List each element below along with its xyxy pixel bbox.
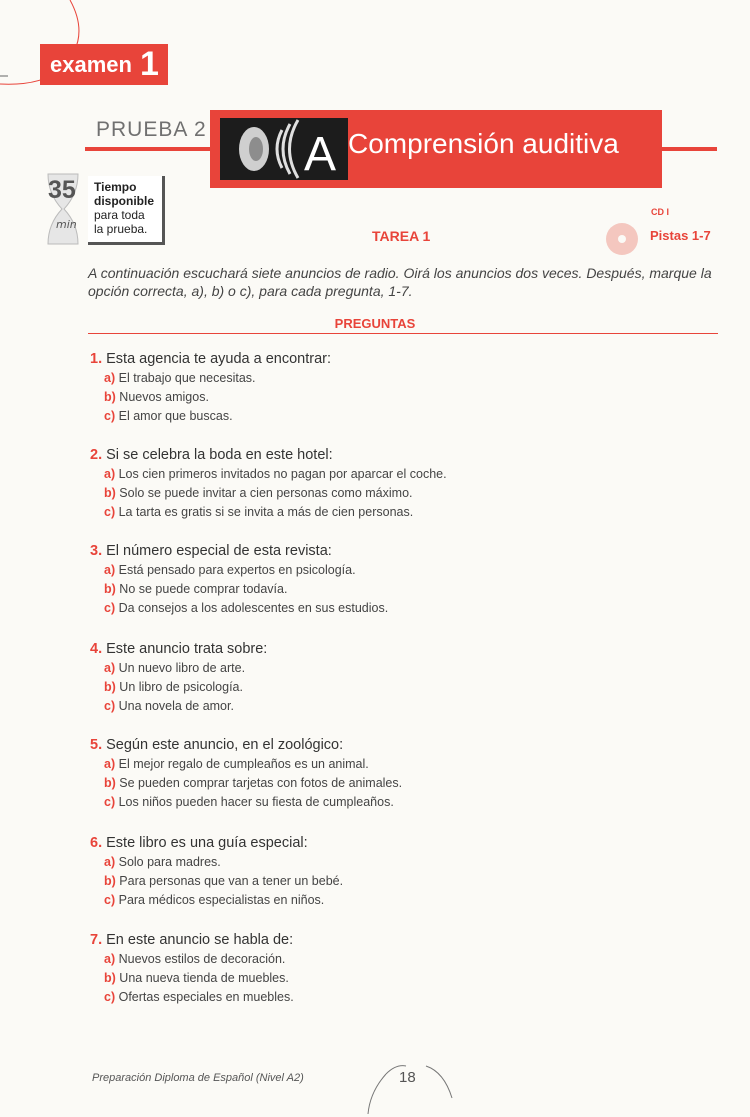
- option-letter: a): [104, 467, 116, 481]
- question-item: [90, 835, 343, 912]
- option-text: Un nuevo libro de arte.: [118, 661, 246, 675]
- answer-option[interactable]: [104, 699, 267, 718]
- question-header: [90, 932, 294, 952]
- option-text: Un libro de psicología.: [119, 680, 243, 694]
- question-item: [90, 447, 447, 524]
- cd-icon: [602, 221, 642, 257]
- option-letter: a): [104, 952, 116, 966]
- timer-unit: min: [56, 218, 77, 231]
- option-text: Ofertas especiales en muebles.: [118, 990, 294, 1004]
- section-banner: [210, 110, 662, 188]
- option-letter: a): [104, 661, 116, 675]
- listening-ear-icon: [220, 118, 348, 180]
- timer-minutes: 35: [48, 176, 76, 204]
- option-letter: c): [104, 795, 116, 809]
- question-text: El número especial de esta revista:: [106, 543, 332, 559]
- answer-option[interactable]: [104, 563, 388, 582]
- answer-option[interactable]: [104, 971, 294, 990]
- option-text: El mejor regalo de cumpleaños es un animal.: [118, 757, 369, 771]
- question-item: [90, 641, 267, 718]
- option-letter: b): [104, 971, 116, 985]
- question-header: [90, 447, 447, 467]
- answer-option[interactable]: [104, 990, 294, 1009]
- question-header: [90, 737, 402, 757]
- answer-option[interactable]: [104, 661, 267, 680]
- page-number: 18: [399, 1069, 416, 1086]
- option-text: Una nueva tienda de muebles.: [119, 971, 289, 985]
- timer-line: Tiempo: [94, 180, 137, 194]
- timer-line: para toda: [94, 208, 145, 222]
- answer-option[interactable]: [104, 874, 343, 893]
- option-letter: c): [104, 409, 116, 423]
- option-text: El trabajo que necesitas.: [118, 371, 256, 385]
- option-text: La tarta es gratis si se invita a más de cien personas.: [118, 505, 414, 519]
- option-text: Para médicos especialistas en niños.: [118, 893, 325, 907]
- instructions: A continuación escuchará siete anuncios de radio. Oirá los anuncios dos veces. Después, marque la opción correcta, a), b) o c), para cada pregunta, 1-7.: [88, 265, 712, 299]
- page-number-curve: [366, 1062, 466, 1117]
- option-text: Los niños pueden hacer su fiesta de cumpleaños.: [118, 795, 394, 809]
- prueba-label: PRUEBA 2: [96, 118, 207, 141]
- answer-option[interactable]: [104, 371, 331, 390]
- question-text: Si se celebra la boda en este hotel:: [106, 447, 333, 463]
- question-item: [90, 932, 294, 1009]
- option-letter: a): [104, 563, 116, 577]
- question-text: Este libro es una guía especial:: [106, 835, 308, 851]
- question-text: Esta agencia te ayuda a encontrar:: [106, 351, 332, 367]
- question-number: 2.: [90, 447, 103, 463]
- answer-option[interactable]: [104, 855, 343, 874]
- option-text: Nuevos estilos de decoración.: [118, 952, 286, 966]
- exam-word: examen: [50, 51, 132, 77]
- option-text: Nuevos amigos.: [119, 390, 209, 404]
- option-text: Da consejos a los adolescentes en sus estudios.: [118, 601, 389, 615]
- option-letter: b): [104, 680, 116, 694]
- answer-option[interactable]: [104, 893, 343, 912]
- task-title: TAREA 1: [372, 228, 431, 244]
- answer-option[interactable]: [104, 409, 331, 428]
- question-text: Este anuncio trata sobre:: [106, 641, 268, 657]
- option-text: Está pensado para expertos en psicología.: [118, 563, 356, 577]
- question-text: En este anuncio se habla de:: [106, 932, 294, 948]
- question-text: Según este anuncio, en el zoológico:: [106, 737, 344, 753]
- timer-text: [94, 180, 154, 236]
- option-letter: b): [104, 582, 116, 596]
- questions-title: PREGUNTAS: [334, 316, 416, 331]
- question-item: [90, 543, 388, 620]
- option-text: El amor que buscas.: [118, 409, 233, 423]
- answer-option[interactable]: [104, 795, 402, 814]
- question-number: 6.: [90, 835, 103, 851]
- answer-option[interactable]: [104, 467, 447, 486]
- option-letter: c): [104, 699, 116, 713]
- answer-option[interactable]: [104, 757, 402, 776]
- question-number: 3.: [90, 543, 103, 559]
- timer-line: disponible: [94, 194, 154, 208]
- option-letter: c): [104, 601, 116, 615]
- timer-badge: [42, 172, 167, 247]
- exam-badge: [40, 44, 168, 85]
- option-text: Solo para madres.: [118, 855, 221, 869]
- option-letter: c): [104, 505, 116, 519]
- option-letter: a): [104, 855, 116, 869]
- question-item: [90, 737, 402, 814]
- exam-number: 1: [139, 45, 159, 83]
- answer-option[interactable]: [104, 952, 294, 971]
- option-letter: c): [104, 990, 116, 1004]
- answer-option[interactable]: [104, 776, 402, 795]
- option-letter: a): [104, 371, 116, 385]
- option-letter: c): [104, 893, 116, 907]
- section-title: Comprensión auditiva: [348, 128, 619, 159]
- question-number: 5.: [90, 737, 103, 753]
- answer-option[interactable]: [104, 486, 447, 505]
- answer-option[interactable]: [104, 390, 331, 409]
- option-letter: b): [104, 390, 116, 404]
- footer-book-title: Preparación Diploma de Español (Nivel A2): [92, 1072, 304, 1084]
- cd-tracks: Pistas 1-7: [650, 228, 711, 243]
- question-item: [90, 351, 331, 428]
- option-text: Se pueden comprar tarjetas con fotos de animales.: [119, 776, 403, 790]
- answer-option[interactable]: [104, 680, 267, 699]
- question-header: [90, 641, 267, 661]
- section-letter: A: [304, 128, 337, 180]
- question-number: 4.: [90, 641, 103, 657]
- option-text: Solo se puede invitar a cien personas como máximo.: [119, 486, 413, 500]
- option-text: Para personas que van a tener un bebé.: [119, 874, 344, 888]
- question-number: 7.: [90, 932, 103, 948]
- option-letter: a): [104, 757, 116, 771]
- question-header: [90, 835, 343, 855]
- timer-line: la prueba.: [94, 222, 148, 236]
- option-text: Una novela de amor.: [118, 699, 234, 713]
- option-letter: b): [104, 486, 116, 500]
- option-letter: b): [104, 874, 116, 888]
- question-header: [90, 543, 388, 563]
- question-number: 1.: [90, 351, 103, 367]
- question-header: [90, 351, 331, 371]
- option-text: Los cien primeros invitados no pagan por aparcar el coche.: [118, 467, 447, 481]
- answer-option[interactable]: [104, 601, 388, 620]
- answer-option[interactable]: [104, 505, 447, 524]
- answer-option[interactable]: [104, 582, 388, 601]
- option-letter: b): [104, 776, 116, 790]
- questions-rule: [88, 333, 718, 334]
- option-text: No se puede comprar todavía.: [119, 582, 288, 596]
- cd-label: CD I: [651, 207, 669, 217]
